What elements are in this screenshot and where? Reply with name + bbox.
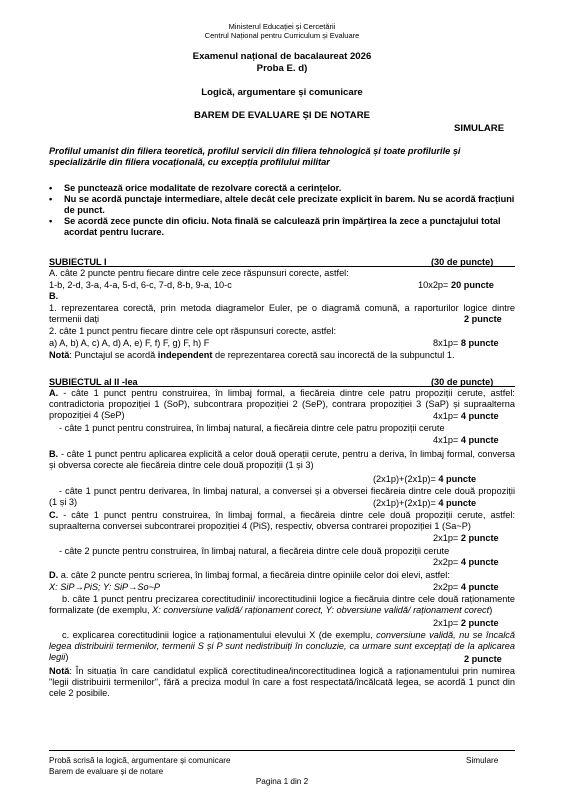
s2-d-a: D. a. câte 2 puncte pentru scrierea, în limbaj formal, a fiecăreia dintre opiniile celor doi elevi, astfel: [49, 570, 450, 580]
s2-a1-calc: 4x1p= 4 puncte [433, 411, 499, 421]
s2-b1: B. - câte 1 punct pentru aplicarea explicită a celor două operații cerute, pentru a deriva, în limbaj formal, conversa și obversa corecte ale fiecăreia dintre cele două propoziții (1 și 3) [49, 449, 515, 471]
s2-d-b-calc: 2x1p= 2 puncte [433, 618, 499, 628]
footer-right: Simulare [466, 756, 499, 765]
s1-note: Notă: Punctajul se acordă independent de reprezentarea corectă sau incorectă de la subpunctul 1. [49, 350, 455, 360]
ministry-name: Ministerul Educației și Cercetării [228, 22, 336, 31]
s1-b1-text: 1. reprezentarea corectă, prin metoda diagramelor Euler, pe o diagramă comună, a raporturilor logice dintre termenii dați [49, 303, 515, 325]
s1-b2-calc: 8x1p= 8 puncte [433, 338, 499, 348]
s1-a-answers: 1-b, 2-d, 3-a, 4-a, 5-d, 6-c, 7-d, 8-b, 9-a, 10-c [49, 280, 232, 290]
s2-d-c-points: 2 puncte [464, 654, 502, 664]
exam-title: Examenul național de bacalaureat 2026 [192, 51, 372, 62]
s2-title: SUBIECTUL al II -lea [49, 377, 138, 387]
rule-item: • Nu se acordă punctaje intermediare, altele decât cele precizate explicit în barem. Nu se acordă fracțiuni de punct. [49, 194, 515, 216]
subject-title: Logică, argumentare și comunicare [201, 87, 363, 98]
s2-b2-calc: (2x1p)+(2x1p)= 4 puncte [373, 498, 477, 508]
s2-points: (30 de puncte) [431, 377, 494, 387]
s2-b1-calc: (2x1p)+(2x1p)= 4 puncte [373, 474, 477, 484]
s2-a1: A. - câte 1 punct pentru construirea, în limbaj formal, a fiecăreia dintre cele patru propoziții cerute, astfel: contradictoria propoziției 1 (SoP), subcontrara propoziției 2 (SeP), contrara propoziției 3 (SaP) și supraalterna propoziției 4 (SeP) [49, 388, 515, 421]
s2-d-a-calc: 2x2p= 4 puncte [433, 582, 499, 592]
s2-c2-calc: 2x2p= 4 puncte [433, 557, 499, 567]
s2-a2-calc: 4x1p= 4 puncte [433, 435, 499, 445]
barem-title: BAREM DE EVALUARE ȘI DE NOTARE [193, 110, 371, 121]
s2-a2: - câte 1 punct pentru construirea, în limbaj natural, a fiecăreia dintre cele patru propoziții cerute [59, 423, 445, 433]
footer-left-1: Probă scrisă la logică, argumentare și comunicare [49, 756, 231, 765]
s1-b-label: B. [49, 291, 59, 301]
simulare-label: SIMULARE [454, 123, 505, 134]
s2-d-b: b. câte 1 punct pentru precizarea corectitudinii/ incorectitudinii logice a fiecăruia dintre cele două raționamente formalizate (de exemplu, X: conversiune validă/ raționament corect, Y: obversiune validă/ raționament corect) [49, 594, 515, 616]
s2-c2: - câte 2 puncte pentru construirea, în limbaj natural, a fiecăreia dintre cele două propoziții cerute [59, 546, 450, 556]
s2-note: Notă: În situația în care candidatul explică corectitudinea/incorectitudinea logică a raționamentului prin numirea "legii distribuirii termenilor", fără a preciza modul în care a fost respectată/încălcată legea, se acordă 1 punct din cele 2 posibile. [49, 666, 515, 699]
proba-title: Proba E. d) [256, 63, 308, 74]
s2-b2: - câte 1 punct pentru derivarea, în limbaj natural, a conversei și a obversei fiecăreia dintre cele două propoziții (1 și 3) [49, 486, 515, 508]
page-number: Pagina 1 din 2 [255, 777, 309, 786]
s1-points: (30 de puncte) [431, 257, 494, 267]
s1-a-calc: 10x2p= 20 puncte [418, 280, 494, 290]
s2-c1-calc: 2x1p= 2 puncte [433, 533, 499, 543]
rules-list [49, 183, 515, 238]
s1-a-intro: A. câte 2 puncte pentru fiecare dintre cele zece răspunsuri corecte, astfel: [49, 268, 349, 278]
rule-item: • Se punctează orice modalitate de rezolvare corectă a cerințelor. [49, 183, 515, 194]
center-name: Centrul Național pentru Curriculum și Evaluare [204, 31, 360, 40]
s1-b2-answers: a) A, b) A, c) A, d) A, e) F, f) F, g) F, h) F [49, 338, 210, 348]
s2-c1: C. - câte 1 punct pentru construirea, în limbaj formal, a fiecăreia dintre cele două propoziții cerute, astfel: supraalterna conversei subcontrarei propoziției 4 (PiS), respectiv, obversa contrarei propoziției 1 (Sa~P) [49, 510, 515, 532]
s2-d-c: c. explicarea corectitudinii logice a raționamentului elevului X (de exemplu, conversiune validă, nu se încalcă legea distribuirii termenilor, termenii S și P sunt nedistribuiți în concluzie, ca urmare sunt excepțați de la aplicarea legii) [49, 630, 516, 663]
s1-b2-intro: 2. câte 1 punct pentru fiecare dintre cele opt răspunsuri corecte, astfel: [49, 326, 337, 336]
footer-left-2: Barem de evaluare și de notare [49, 767, 164, 776]
s1-title: SUBIECTUL I [49, 257, 107, 267]
s1-b1-points: 2 puncte [464, 314, 502, 324]
s2-d-a-formula: X: SiP→PiS; Y: SiP→So~P [49, 582, 161, 592]
rule-item: • Se acordă zece puncte din oficiu. Nota finală se calculează prin împărțirea la zece a punctajului total acordat pentru lucrare. [49, 216, 515, 238]
profile-text: Profilul umanist din filiera teoretică, profilul servicii din filiera tehnologică și toate profilurile și specializările din filiera vocațională, cu excepția profilului militar [49, 146, 461, 168]
